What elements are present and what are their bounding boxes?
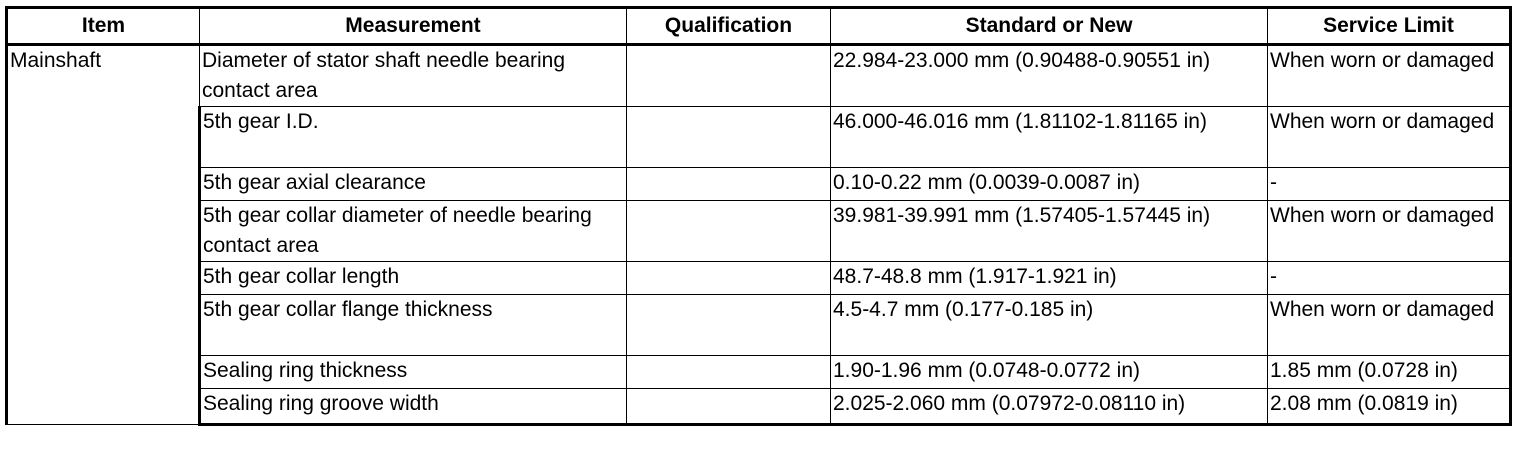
- table-row: [7, 389, 1511, 425]
- limit-cell: -: [1268, 168, 1511, 201]
- qualification-cell: [627, 262, 831, 295]
- standard-cell: 22.984-23.000 mm (0.90488-0.90551 in): [831, 45, 1268, 107]
- limit-cell: When worn or damaged: [1268, 201, 1511, 262]
- measurement-cell: Sealing ring groove width: [200, 389, 627, 425]
- table-row: [7, 45, 1511, 107]
- measurement-cell: 5th gear I.D.: [200, 107, 627, 168]
- qualification-cell: [627, 107, 831, 168]
- standard-cell: 39.981-39.991 mm (1.57405-1.57445 in): [831, 201, 1268, 262]
- table-row: [7, 295, 1511, 356]
- standard-cell: 2.025-2.060 mm (0.07972-0.08110 in): [831, 389, 1268, 425]
- limit-cell: When worn or damaged: [1268, 295, 1511, 356]
- table-row: [7, 356, 1511, 389]
- limit-cell: When worn or damaged: [1268, 107, 1511, 168]
- limit-cell: -: [1268, 262, 1511, 295]
- measurement-cell: Diameter of stator shaft needle bearing contact area: [200, 45, 627, 107]
- standard-cell: 4.5-4.7 mm (0.177-0.185 in): [831, 295, 1268, 356]
- qualification-cell: [627, 389, 831, 425]
- measurement-cell: 5th gear collar flange thickness: [200, 295, 627, 356]
- header-service-limit: Service Limit: [1268, 8, 1511, 45]
- qualification-cell: [627, 45, 831, 107]
- header-item: Item: [7, 8, 200, 45]
- limit-cell: When worn or damaged: [1268, 45, 1511, 107]
- qualification-cell: [627, 168, 831, 201]
- header-row: [7, 8, 1511, 45]
- measurement-cell: 5th gear collar length: [200, 262, 627, 295]
- limit-cell: 2.08 mm (0.0819 in): [1268, 389, 1511, 425]
- table-row: [7, 168, 1511, 201]
- standard-cell: 48.7-48.8 mm (1.917-1.921 in): [831, 262, 1268, 295]
- table-row: [7, 107, 1511, 168]
- standard-cell: 0.10-0.22 mm (0.0039-0.0087 in): [831, 168, 1268, 201]
- item-cell: Mainshaft: [7, 45, 200, 425]
- measurement-cell: Sealing ring thickness: [200, 356, 627, 389]
- limit-cell: 1.85 mm (0.0728 in): [1268, 356, 1511, 389]
- qualification-cell: [627, 356, 831, 389]
- table-row: [7, 262, 1511, 295]
- header-measurement: Measurement: [200, 8, 627, 45]
- table-row: [7, 201, 1511, 262]
- measurement-cell: 5th gear collar diameter of needle bearing contact area: [200, 201, 627, 262]
- header-qualification: Qualification: [627, 8, 831, 45]
- qualification-cell: [627, 295, 831, 356]
- standard-cell: 1.90-1.96 mm (0.0748-0.0772 in): [831, 356, 1268, 389]
- standard-cell: 46.000-46.016 mm (1.81102-1.81165 in): [831, 107, 1268, 168]
- measurement-cell: 5th gear axial clearance: [200, 168, 627, 201]
- spec-table: [5, 6, 1512, 426]
- header-standard: Standard or New: [831, 8, 1268, 45]
- qualification-cell: [627, 201, 831, 262]
